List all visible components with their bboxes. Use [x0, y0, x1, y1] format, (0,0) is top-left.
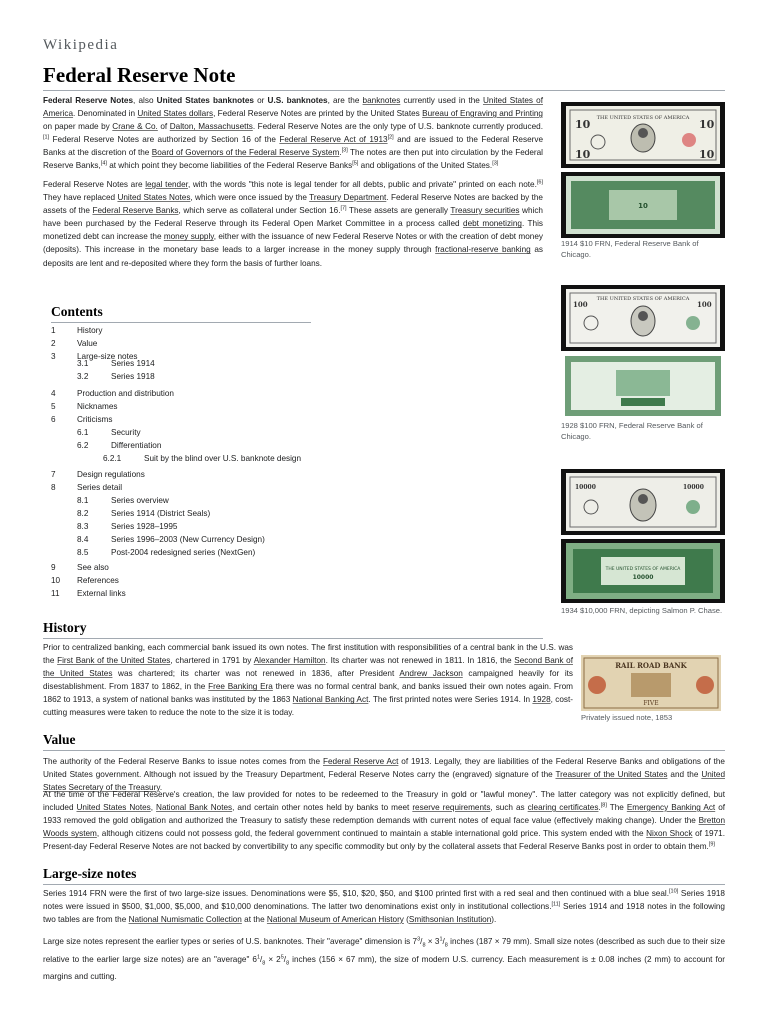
- toc-item[interactable]: [51, 576, 119, 585]
- toc-item-label: Series overview: [111, 496, 169, 505]
- note1-denom-bl: 10: [575, 148, 591, 161]
- wikipedia-wordmark[interactable]: Wikipedia: [43, 37, 119, 53]
- federal-reserve-act-link-2[interactable]: Federal Reserve Act: [323, 757, 399, 766]
- large-paragraph-2: Large size notes represent the earlier types or series of U.S. banknotes. Their "average" dimension is $7^3/_8 \times 3^1/_8$ inches (187 × 79 mm). Small size notes (described as such due to their size relative to the earlier large size notes) are an "average" $6^1/_8 \times 2^5/_8$ inches (156 × 67 mm), the size of modern U.S. currency. Each measurement is ± 0.08 inches (2 mm) to account for margins and cutting.: [43, 936, 725, 982]
- usd-link[interactable]: United States dollars: [137, 109, 214, 119]
- national-banking-act-link[interactable]: National Banking Act: [292, 695, 369, 705]
- banknote-illustration: [581, 655, 721, 711]
- toc-item[interactable]: [77, 372, 155, 381]
- toc-item-number: 8.3: [77, 522, 89, 531]
- image-1934-10000-frn[interactable]: [561, 469, 725, 603]
- toc-item-label: Differentiation: [111, 441, 162, 450]
- toc-item-number: 2: [51, 339, 56, 348]
- note1-back-denom: 10: [638, 202, 648, 210]
- smithsonian-link[interactable]: Smithsonian Institution: [408, 915, 492, 925]
- numismatic-collection-link[interactable]: National Numismatic Collection: [128, 915, 242, 925]
- banknote-illustration: [561, 102, 725, 238]
- banknotes-link[interactable]: banknotes: [362, 96, 401, 105]
- nixon-shock-link[interactable]: Nixon Shock: [646, 829, 693, 839]
- treasury-securities-link[interactable]: Treasury securities: [450, 206, 520, 216]
- note1-denom-br: 10: [699, 148, 715, 161]
- hamilton-link[interactable]: Alexander Hamilton: [253, 656, 326, 666]
- toc-item-label: Series 1928–1995: [111, 522, 178, 531]
- toc-item-number: 4: [51, 389, 56, 398]
- toc-divider: [51, 322, 311, 323]
- toc-item-number: 3: [51, 352, 56, 361]
- toc-item-label: Suit by the blind over U.S. banknote design: [144, 454, 302, 463]
- toc-item-label: Security: [111, 428, 141, 437]
- museum-link[interactable]: National Museum of American History: [266, 915, 404, 925]
- toc-item[interactable]: [51, 589, 126, 598]
- note3-back-denom: 10000: [632, 574, 654, 581]
- treasurer-link[interactable]: Treasurer of the United States: [555, 770, 668, 780]
- dalton-link[interactable]: Dalton, Massachusetts: [169, 122, 253, 132]
- 1928-link[interactable]: 1928: [532, 695, 551, 705]
- toc-item-label: See also: [77, 563, 109, 572]
- toc-item[interactable]: [77, 535, 265, 544]
- toc-item-number: 7: [51, 470, 56, 479]
- toc-item-label: Series 1996–2003 (New Currency Design): [111, 535, 265, 544]
- note1-denom-tl: 10: [575, 118, 591, 131]
- lead-paragraph-1: Federal Reserve Notes, also United States banknotes or U.S. banknotes, are the banknotes currently used in the United States of America. Denominated in United States dollars, Federal Reserve Notes are printed by the United States Bureau of Engraving and Printing on paper made by Crane & Co. of Dalton, Massachusetts. Federal Reserve Notes are the only type of U.S. banknote currently produced.[1] Federal Reserve Notes are authorized by Section 16 of the Federal Reserve Act of 1913[2] and are issued to the Federal Reserve Banks at the discretion of the Board of Governors of the Federal Reserve System.[3] The notes are then put into circulation by the Federal Reserve Banks,[4] at which point they become liabilities of the Federal Reserve Banks[5] and obligations of the United States.[3]: [43, 96, 543, 171]
- second-bank-link[interactable]: Second Bank of the United States: [43, 656, 573, 679]
- toc-item-number: 6.1: [77, 428, 89, 437]
- legal-tender-link[interactable]: legal tender: [145, 180, 188, 189]
- image-1928-100-frn[interactable]: [561, 285, 725, 419]
- fractional-reserve-link[interactable]: fractional-reserve banking: [435, 245, 531, 255]
- toc-item-number: 6.2.1: [103, 454, 122, 463]
- free-banking-link[interactable]: Free Banking Era: [208, 682, 273, 692]
- toc-item-label: Value: [77, 339, 98, 348]
- image-caption-1: 1914 $10 FRN, Federal Reserve Bank of Chicago.: [561, 239, 699, 259]
- toc-item[interactable]: [51, 402, 118, 411]
- toc-item-number: 8.5: [77, 548, 89, 557]
- note4-title: RAIL ROAD BANK: [615, 661, 687, 670]
- image-caption-3: 1934 $10,000 FRN, depicting Salmon P. Chase.: [561, 606, 723, 615]
- secretary-treasury-link[interactable]: United States Secretary of the Treasury: [43, 770, 725, 793]
- note2-bank-text: THE UNITED STATES OF AMERICA: [596, 296, 690, 302]
- banknote-illustration: [561, 285, 725, 419]
- toc-item-number: 8.1: [77, 496, 89, 505]
- section-heading-large-size: Large-size notes: [43, 866, 137, 881]
- toc-item-number: 3.1: [77, 359, 89, 368]
- note4-five: FIVE: [643, 700, 659, 707]
- toc-item-label: Criticisms: [77, 415, 113, 424]
- us-notes-link[interactable]: United States Notes: [76, 803, 151, 813]
- section-heading-history: History: [43, 620, 87, 635]
- image-private-note-1853[interactable]: [581, 655, 721, 711]
- page-title: Federal Reserve Note: [43, 63, 236, 87]
- note3-denom-tr: 10000: [683, 484, 704, 491]
- toc-item-number: 8.4: [77, 535, 89, 544]
- toc-item[interactable]: [51, 326, 102, 335]
- toc-item-number: 5: [51, 402, 56, 411]
- united-states-link[interactable]: United States of America: [43, 96, 543, 119]
- toc-item-number: 10: [51, 576, 61, 585]
- toc-item[interactable]: [77, 496, 169, 505]
- toc-item[interactable]: [77, 428, 141, 437]
- board-of-governors-link[interactable]: Board of Governors of the Federal Reserve System: [151, 148, 340, 158]
- section-divider: [43, 884, 725, 885]
- toc-item[interactable]: [51, 483, 122, 492]
- section-divider: [43, 750, 725, 751]
- money-supply-link[interactable]: money supply: [163, 232, 214, 242]
- toc-item[interactable]: [77, 509, 210, 518]
- crane-link[interactable]: Crane & Co.: [112, 122, 158, 132]
- toc-item[interactable]: [77, 359, 155, 368]
- history-paragraph: Prior to centralized banking, each commercial bank issued its own notes. The first institution with responsibilities of a central bank in the U.S. was the First Bank of the United States, chartered in 1791 by Alexander Hamilton. Its charter was not renewed in 1811. In 1816, the Second Bank of the United States was chartered; its charter was not renewed in 1836, after President Andrew Jackson campaigned heavily for its disestablishment. From 1837 to 1862, in the Free Banking Era there was no formal central bank, and banks issued their own notes again. From 1862 to 1913, a system of national banks was instituted by the 1863 National Banking Act. The first printed notes were Series 1914. In 1928, cost-cutting measures were taken to reduce the note to the size it is today.: [43, 643, 574, 718]
- treasury-department-link[interactable]: Treasury Department: [309, 193, 387, 203]
- clearing-link[interactable]: clearing certificates: [527, 803, 599, 813]
- bretton-woods-link[interactable]: Bretton Woods system: [43, 816, 725, 839]
- note2-denom-tr: 100: [697, 300, 712, 309]
- toc-item-number: 6.2: [77, 441, 89, 450]
- toc-item[interactable]: [77, 441, 161, 450]
- emergency-banking-act-link[interactable]: Emergency Banking Act: [626, 803, 716, 813]
- toc-item-label: Nicknames: [77, 402, 118, 411]
- toc-item-label: Series 1914 (District Seals): [111, 509, 211, 518]
- toc-item-number: 6: [51, 415, 56, 424]
- toc-item-label: Large-size notes: [77, 352, 138, 361]
- toc-item-number: 8.2: [77, 509, 89, 518]
- federal-reserve-act-link[interactable]: Federal Reserve Act of 1913: [279, 135, 388, 145]
- jackson-link[interactable]: Andrew Jackson: [399, 669, 463, 679]
- banknote-illustration: [561, 469, 725, 603]
- debt-monetizing-link[interactable]: debt monetizing: [463, 219, 522, 229]
- bep-link[interactable]: Bureau of Engraving and Printing: [422, 109, 543, 119]
- toc-item-number: 3.2: [77, 372, 89, 381]
- toc-item-label: Series detail: [77, 483, 123, 492]
- toc-item-label: Design regulations: [77, 470, 145, 479]
- section-heading-value: Value: [43, 732, 76, 747]
- note3-denom-tl: 10000: [575, 484, 596, 491]
- toc-item[interactable]: [51, 389, 174, 398]
- toc-item[interactable]: [51, 563, 109, 572]
- large-paragraph-1: Series 1914 FRN were the first of two large-size issues. Denominations were $5, $10, $20, $50, and $100 printed first with a red seal and then continued with a blue seal.[10] Series 1918 notes were issued in $500, $1,000, $5,000, and $10,000 denominations. The latter two denominations exist only in institutional collections.[11] Series 1914 and 1918 notes in the following two tables are from the National Numismatic Collection at the National Museum of American History (Smithsonian Institution).: [43, 888, 725, 925]
- toc-item-number: 8: [51, 483, 56, 492]
- note1-bank-text: THE UNITED STATES OF AMERICA: [596, 115, 690, 121]
- note3-back-text: THE UNITED STATES OF AMERICA: [605, 567, 681, 572]
- toc-item-label: External links: [77, 589, 126, 598]
- lead-paragraph-2: Federal Reserve Notes are legal tender, with the words "this note is legal tender for all debts, public and private" printed on each note.[6] They have replaced United States Notes, which were once issued by the Treasury Department. Federal Reserve Notes are backed by the assets of the Federal Reserve Banks, which serve as collateral under Section 16.[7] These assets are generally Treasury securities which have been purchased by the Federal Reserve through its Federal Open Market Committee in a process called debt monetizing. This monetized debt can increase the money supply, either with the issuance of new Federal Reserve Notes or with the creation of debt money (deposits). This increase in the monetary base leads to a larger increase in the money supply through fractional-reserve banking as deposits are lent and re-deposited where they form the basis of further loans.: [43, 179, 544, 268]
- value-paragraph-2: At the time of the Federal Reserve's creation, the law provided for notes to be redeemed to the Treasury in gold or "lawful money". The latter category was not explicitly defined, but included United States Notes, National Bank Notes, and certain other notes held by banks to meet reserve requirements, such as clearing certificates.[8] The Emergency Banking Act of 1933 removed the gold obligation and authorized the Treasury to satisfy these redemption demands with current notes of equal face value (effectively making change). Under the Bretton Woods system, although citizens could not possess gold, the federal government continued to maintain a stable international gold price. This system ended with the Nixon Shock of 1971. Present-day Federal Reserve Notes are not backed by convertibility to any specific commodity but only by the collateral assets that Federal Reserve Banks post in order to obtain them.[9]: [43, 790, 726, 852]
- toc-item-label: Production and distribution: [77, 389, 174, 398]
- title-divider: [43, 90, 725, 91]
- image-caption-4: Privately issued note, 1853: [581, 713, 673, 722]
- note2-denom-tl: 100: [573, 300, 588, 309]
- toc-item-label: History: [77, 326, 103, 335]
- toc-item-label: Post-2004 redesigned series (NextGen): [111, 548, 256, 557]
- toc-item-label: References: [77, 576, 119, 585]
- first-bank-link[interactable]: First Bank of the United States: [57, 656, 171, 666]
- toc-item-number: 1: [51, 326, 56, 335]
- section-divider: [43, 638, 543, 639]
- toc-item[interactable]: [51, 470, 145, 479]
- toc-item[interactable]: [77, 548, 255, 557]
- reserve-link[interactable]: reserve requirements: [412, 803, 491, 813]
- federal-reserve-banks-link[interactable]: Federal Reserve Banks: [92, 206, 179, 216]
- toc-item[interactable]: [51, 339, 97, 348]
- toc-item[interactable]: [51, 415, 112, 424]
- toc-item-number: 11: [51, 589, 60, 598]
- toc-item-label: Series 1914: [111, 359, 155, 368]
- image-1914-10-frn[interactable]: [561, 102, 725, 238]
- toc-title: Contents: [51, 304, 103, 319]
- value-paragraph-1: The authority of the Federal Reserve Banks to issue notes comes from the Federal Reserve Act of 1913. Legally, they are liabilities of the Federal Reserve Banks and obligations of the United States government. Although not issued by the Treasury Department, Federal Reserve Notes carry the (engraved) signature of the Treasurer of the United States and the United States Secretary of the Treasury.: [43, 757, 725, 793]
- toc-item-label: Series 1918: [111, 372, 155, 381]
- national-bank-notes-link[interactable]: National Bank Notes: [156, 803, 233, 813]
- toc-item[interactable]: [103, 454, 301, 463]
- note1-denom-tr: 10: [699, 118, 715, 131]
- toc-item-number: 9: [51, 563, 56, 572]
- image-caption-2: 1928 $100 FRN, Federal Reserve Bank of Chicago.: [561, 421, 703, 441]
- united-states-notes-link[interactable]: United States Notes: [117, 193, 191, 203]
- toc-item[interactable]: [77, 522, 177, 531]
